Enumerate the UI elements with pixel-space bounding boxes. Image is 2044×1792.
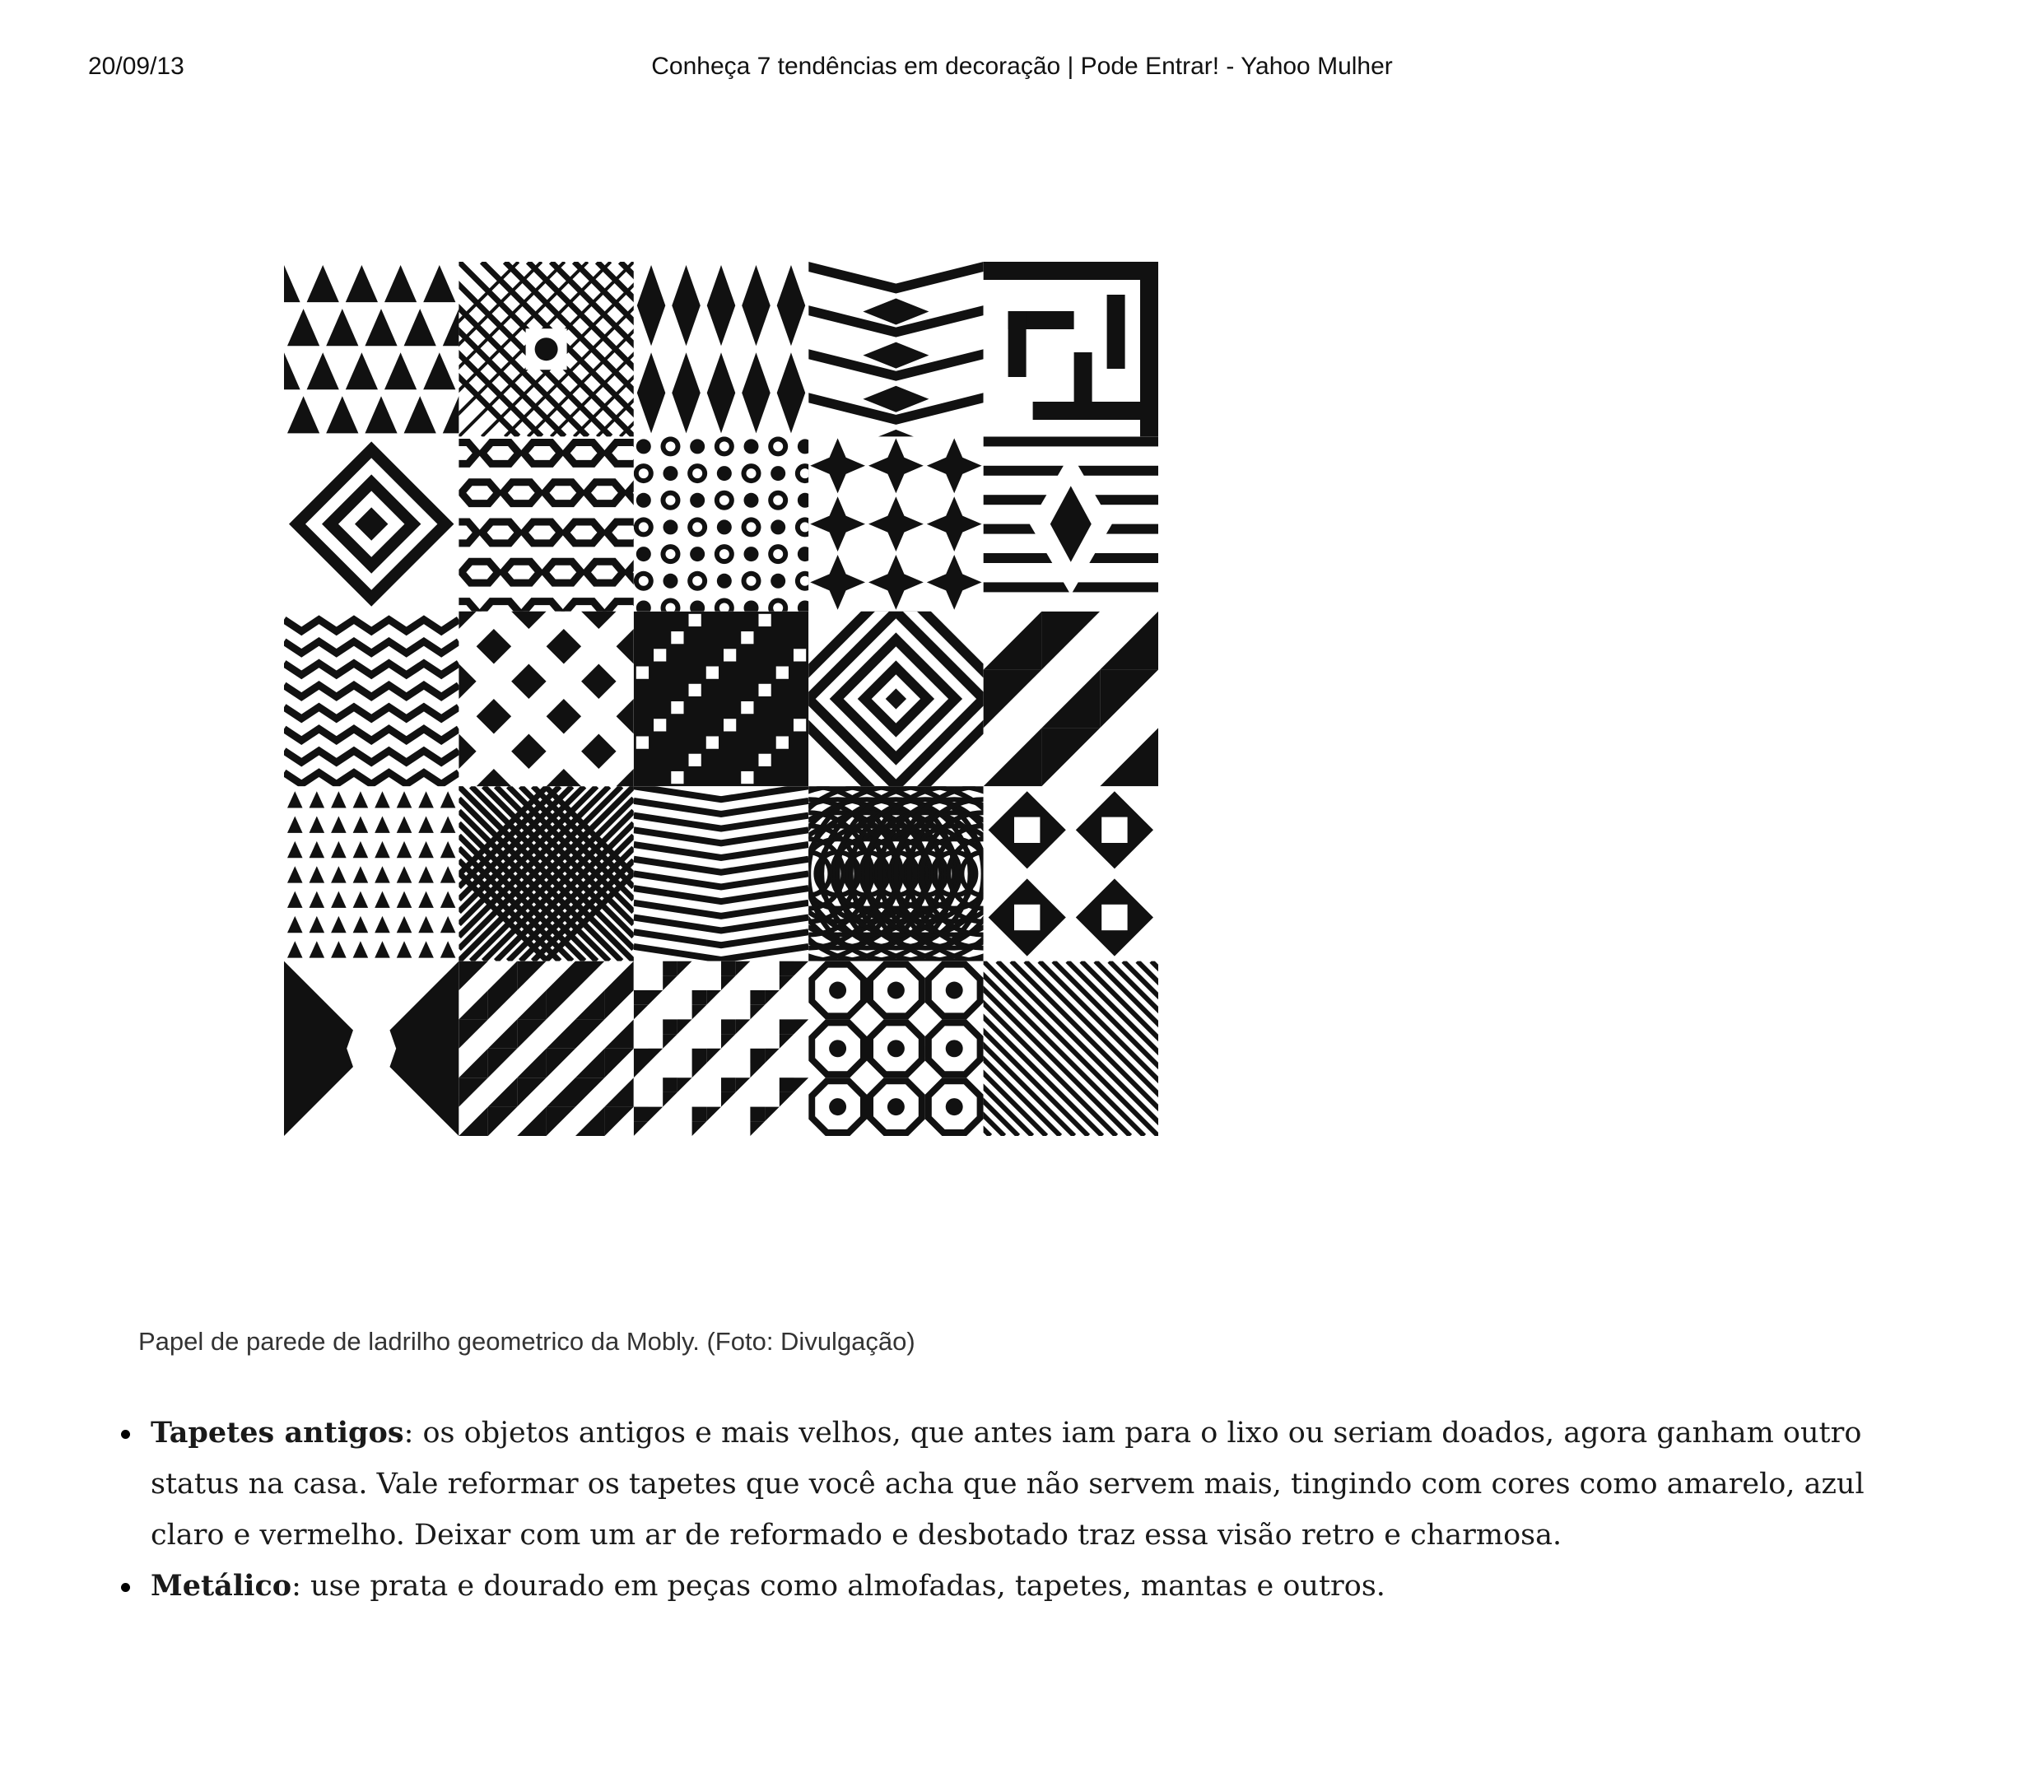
tile-triangles [284,262,475,436]
tile-octagons [808,961,983,1136]
tile-bowtie [284,961,459,1136]
print-date: 20/09/13 [88,53,184,80]
tile-checker-diamond [441,594,651,804]
tile-dots [634,436,815,617]
tile-grid [284,262,1158,1136]
trend-text: : os objetos antigos e mais velhos, que antes iam para o lixo ou seriam doados, agora ganham outro status na casa. Vale reformar os tapetes que você acha que não servem mais, tingindo com cores como amarelo, azul claro e vermelho. Deixar com um ar de reformado e desbotado traz essa visão retro e charmosa. [151,1417,1865,1552]
tile-aztec [984,436,1158,611]
tile-hexagons [440,436,664,622]
tile-pinwheel [984,612,1158,786]
tile-diamonds [634,262,808,436]
trend-term: Metálico [151,1569,292,1603]
tile-stars [808,436,983,611]
tile-kilim [808,262,983,456]
image-caption: Papel de parede de ladrilho geometrico da Mobly. (Foto: Divulgação) [138,1327,915,1356]
page-title: Conheça 7 tendências em decoração | Pode Entrar! - Yahoo Mulher [651,53,1393,80]
trend-term: Tapetes antigos [151,1416,404,1450]
list-item [118,1561,1929,1612]
trend-text: : use prata e dourado em peças como almofadas, tapetes, mantas e outros. [291,1570,1385,1603]
tile-zigzag [284,612,459,786]
bullet-icon [118,1561,151,1612]
tile-small-triangles [284,786,459,961]
tile-x-stripes [459,786,633,961]
tile-quilt-star [984,786,1158,961]
tile-loops [634,612,808,786]
tile-chevron-stripes [634,786,808,961]
tile-half-square [459,961,633,1136]
geometric-wallpaper-image [284,262,1158,1136]
tile-houndstooth [634,961,808,1136]
bullet-icon [118,1408,151,1459]
list-item [118,1408,1929,1561]
tile-nested-diamond [284,436,459,611]
tile-key [984,262,1158,436]
trend-list [118,1408,1929,1612]
tile-concentric-diamond [774,576,1018,821]
